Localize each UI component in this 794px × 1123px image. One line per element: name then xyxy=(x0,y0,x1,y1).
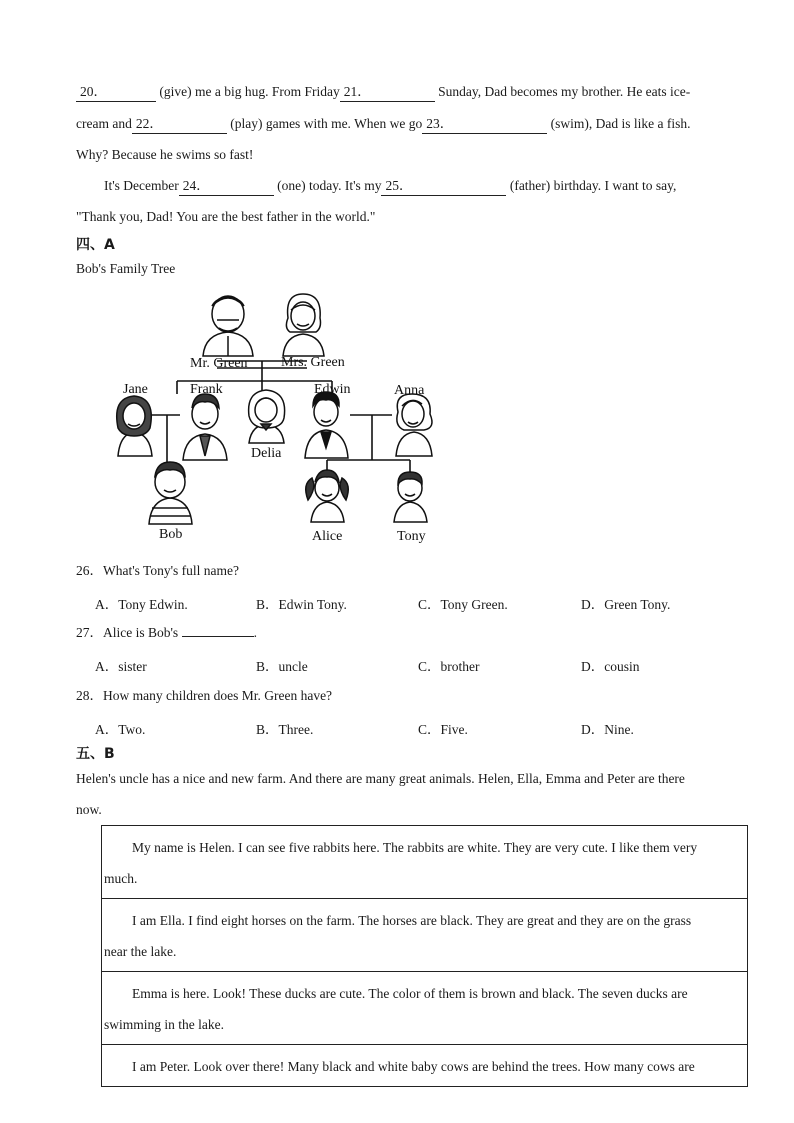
blank-21[interactable]: 21． xyxy=(340,83,435,102)
question-26: 26．What's Tony's full name? xyxy=(76,563,240,578)
option-b[interactable]: B．Edwin Tony. xyxy=(256,597,347,612)
family-tree-title: Bob's Family Tree xyxy=(76,261,176,276)
option-c[interactable]: C．Tony Green. xyxy=(418,597,508,612)
option-b[interactable]: B．uncle xyxy=(256,659,308,674)
table-row xyxy=(102,972,748,1045)
statements-table xyxy=(101,825,748,1087)
option-d[interactable]: D．Nine. xyxy=(581,722,634,737)
jane-figure xyxy=(117,396,152,456)
option-d[interactable]: D．Green Tony. xyxy=(581,597,671,612)
question-27-text: 27．Alice is Bob's xyxy=(76,625,179,640)
passage-line-5: "Thank you, Dad! You are the best father in the world." xyxy=(76,209,376,224)
section-5-intro-line-2: now. xyxy=(76,802,102,817)
table-row xyxy=(102,826,748,899)
option-c[interactable]: C．Five. xyxy=(418,722,468,737)
option-a[interactable]: A．Two. xyxy=(95,722,146,737)
mr-green-figure xyxy=(203,296,253,356)
label-mr-green: Mr. Green xyxy=(190,356,248,371)
blank-22[interactable]: 22． xyxy=(132,115,227,134)
bob-figure xyxy=(149,462,192,524)
option-b[interactable]: B．Three. xyxy=(256,722,314,737)
delia-figure xyxy=(249,390,285,443)
passage-line-4 xyxy=(104,177,676,196)
option-a[interactable]: A．sister xyxy=(95,659,147,674)
label-edwin: Edwin xyxy=(314,382,351,397)
section-5-heading: 五、B xyxy=(76,746,115,762)
answer-blank[interactable] xyxy=(182,636,254,637)
section-5-intro-line-1: Helen's uncle has a nice and new farm. And there are many great animals. Helen, Ella, Emma and Peter are there xyxy=(76,771,685,786)
passage-text: Sunday, Dad becomes my brother. He eats ice- xyxy=(434,84,691,99)
section-4-heading: 四、A xyxy=(76,237,115,253)
edwin-figure xyxy=(305,392,348,458)
passage-text: cream and xyxy=(76,116,132,131)
passage-text: (swim), Dad is like a fish. xyxy=(547,116,691,131)
statement-emma: Emma is here. Look! These ducks are cute. The color of them is brown and black. The seven ducks are swimming in the lake. xyxy=(102,972,748,1045)
option-d[interactable]: D．cousin xyxy=(581,659,640,674)
passage-text: (give) me a big hug. From Friday xyxy=(156,84,340,99)
mrs-green-figure xyxy=(283,294,324,356)
blank-24[interactable]: 24． xyxy=(179,177,274,196)
blank-20[interactable]: 20． xyxy=(76,83,156,102)
statement-ella: I am Ella. I find eight horses on the farm. The horses are black. They are great and they are on the grass near the lake. xyxy=(102,899,748,972)
frank-figure xyxy=(183,394,227,460)
anna-figure xyxy=(396,394,432,456)
passage-text: It's December xyxy=(104,178,179,193)
passage-line-3: Why? Because he swims so fast! xyxy=(76,147,254,162)
label-anna: Anna xyxy=(394,383,425,398)
statement-helen: My name is Helen. I can see five rabbits here. The rabbits are white. They are very cute. I like them very much. xyxy=(102,826,748,899)
label-tony: Tony xyxy=(397,529,426,544)
table-row xyxy=(102,1045,748,1087)
option-a[interactable]: A．Tony Edwin. xyxy=(95,597,188,612)
label-frank: Frank xyxy=(190,382,223,397)
passage-text: (play) games with me. When we go xyxy=(226,116,423,131)
passage-line-1 xyxy=(76,83,690,102)
question-27: 27．Alice is Bob's . xyxy=(76,625,257,640)
label-delia: Delia xyxy=(251,446,282,461)
blank-25[interactable]: 25． xyxy=(381,177,506,196)
alice-figure xyxy=(306,470,349,522)
statement-peter: I am Peter. Look over there! Many black and white baby cows are behind the trees. How many cows are xyxy=(102,1045,748,1087)
label-jane: Jane xyxy=(123,382,148,397)
question-28: 28．How many children does Mr. Green have? xyxy=(76,688,333,703)
blank-23[interactable]: 23． xyxy=(422,115,547,134)
tony-figure xyxy=(394,472,427,522)
family-tree-diagram xyxy=(0,288,794,548)
label-mrs-green: Mrs. Green xyxy=(281,355,345,370)
passage-text: (father) birthday. I want to say, xyxy=(506,178,677,193)
label-alice: Alice xyxy=(312,529,343,544)
passage-text: (one) today. It's my xyxy=(273,178,382,193)
option-c[interactable]: C．brother xyxy=(418,659,480,674)
table-row xyxy=(102,899,748,972)
passage-line-2 xyxy=(76,115,691,134)
label-bob: Bob xyxy=(159,527,183,542)
